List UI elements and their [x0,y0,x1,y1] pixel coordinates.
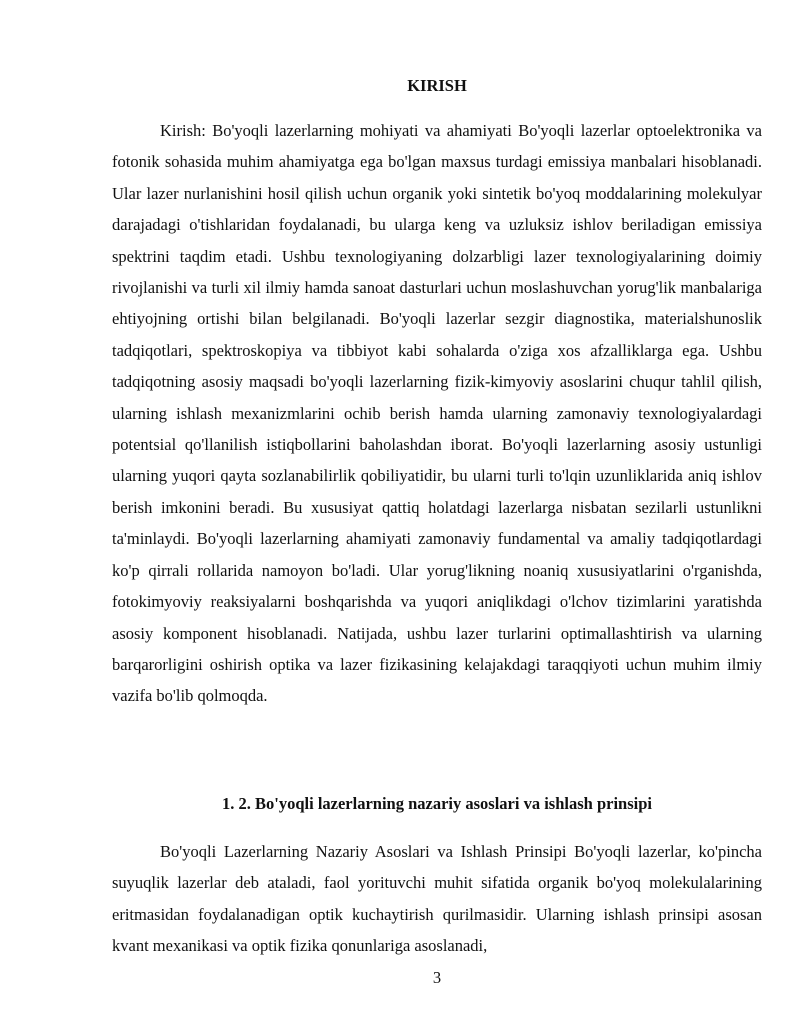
page-number: 3 [432,968,442,987]
section-paragraph: Bo'yoqli Lazerlarning Nazariy Asoslari va Ishlash Prinsipi Bo'yoqli lazerlar, ko'pincha suyuqlik lazerlar deb ataladi, faol yorituvchi muhit sifatida organik bo'yoq molekulalarining eritmasidan foydalanadigan optik kuchaytirish qurilmasidir. Ularning ishlash prinsipi asosan kvant mexanikasi va optik fizika qonunlariga asoslanadi, [112,842,762,956]
page-title: KIRISH [407,76,467,95]
section-heading: 1. 2. Bo'yoqli lazerlarning nazariy asoslari va ishlash prinsipi [222,794,652,813]
intro-paragraph: Kirish: Bo'yoqli lazerlarning mohiyati va ahamiyati Bo'yoqli lazerlar optoelektronika va fotonik sohasida muhim ahamiyatga ega bo'lgan maxsus turdagi emissiya manbalari hisoblanadi. Ular lazer nurlanishini hosil qilish uchun organik yoki sintetik bo'yoq moddalarining molekulyar darajadagi o'tishlaridan foydalanadi, bu ularga keng va uzluksiz ishlov beriladigan emissiya spektrini taqdim etadi. Ushbu texnologiyaning dolzarbligi lazer texnologiyalarining doimiy rivojlanishi va turli xil ilmiy hamda sanoat dasturlari uchun moslashuvchan yorug'lik manbalariga ehtiyojning ortishi bilan belgilanadi. Bo'yoqli lazerlar sezgir diagnostika, materialshunoslik tadqiqotlari, spektroskopiya va tibbiyot kabi sohalarda o'ziga xos afzalliklarga ega. Ushbu tadqiqotning asosiy maqsadi bo'yoqli lazerlarning fizik-kimyoviy asoslarini chuqur tahlil qilish, ularning ishlash mexanizmlarini ochib berish hamda ularning zamonaviy texnologiyalardagi potentsial qo'llanilish istiqbollarini baholashdan iborat. Bo'yoqli lazerlarning asosiy ustunligi ularning yuqori qayta sozlanabilirlik qobiliyatidir, bu ularni turli to'lqin uzunliklarida aniq ishlov berish imkonini beradi. Bu xususiyat qattiq holatdagi lazerlarga nisbatan sezilarli ustunlikni ta'minlaydi. Bo'yoqli lazerlarning ahamiyati zamonaviy fundamental va amaliy tadqiqotlardagi ko'p qirrali rollarida namoyon bo'ladi. Ular yorug'likning noaniq xususiyatlarini o'rganishda, fotokimyoviy reaksiyalarni boshqarishda va yuqori aniqlikdagi o'lchov tizimlarini yaratishda asosiy komponent hisoblanadi. Natijada, ushbu lazer turlarini optimallashtirish va ularning barqarorligini oshirish optika va lazer fizikasining kelajakdagi taraqqiyoti uchun muhim ilmiy vazifa bo'lib qolmoqda. [112,121,762,706]
